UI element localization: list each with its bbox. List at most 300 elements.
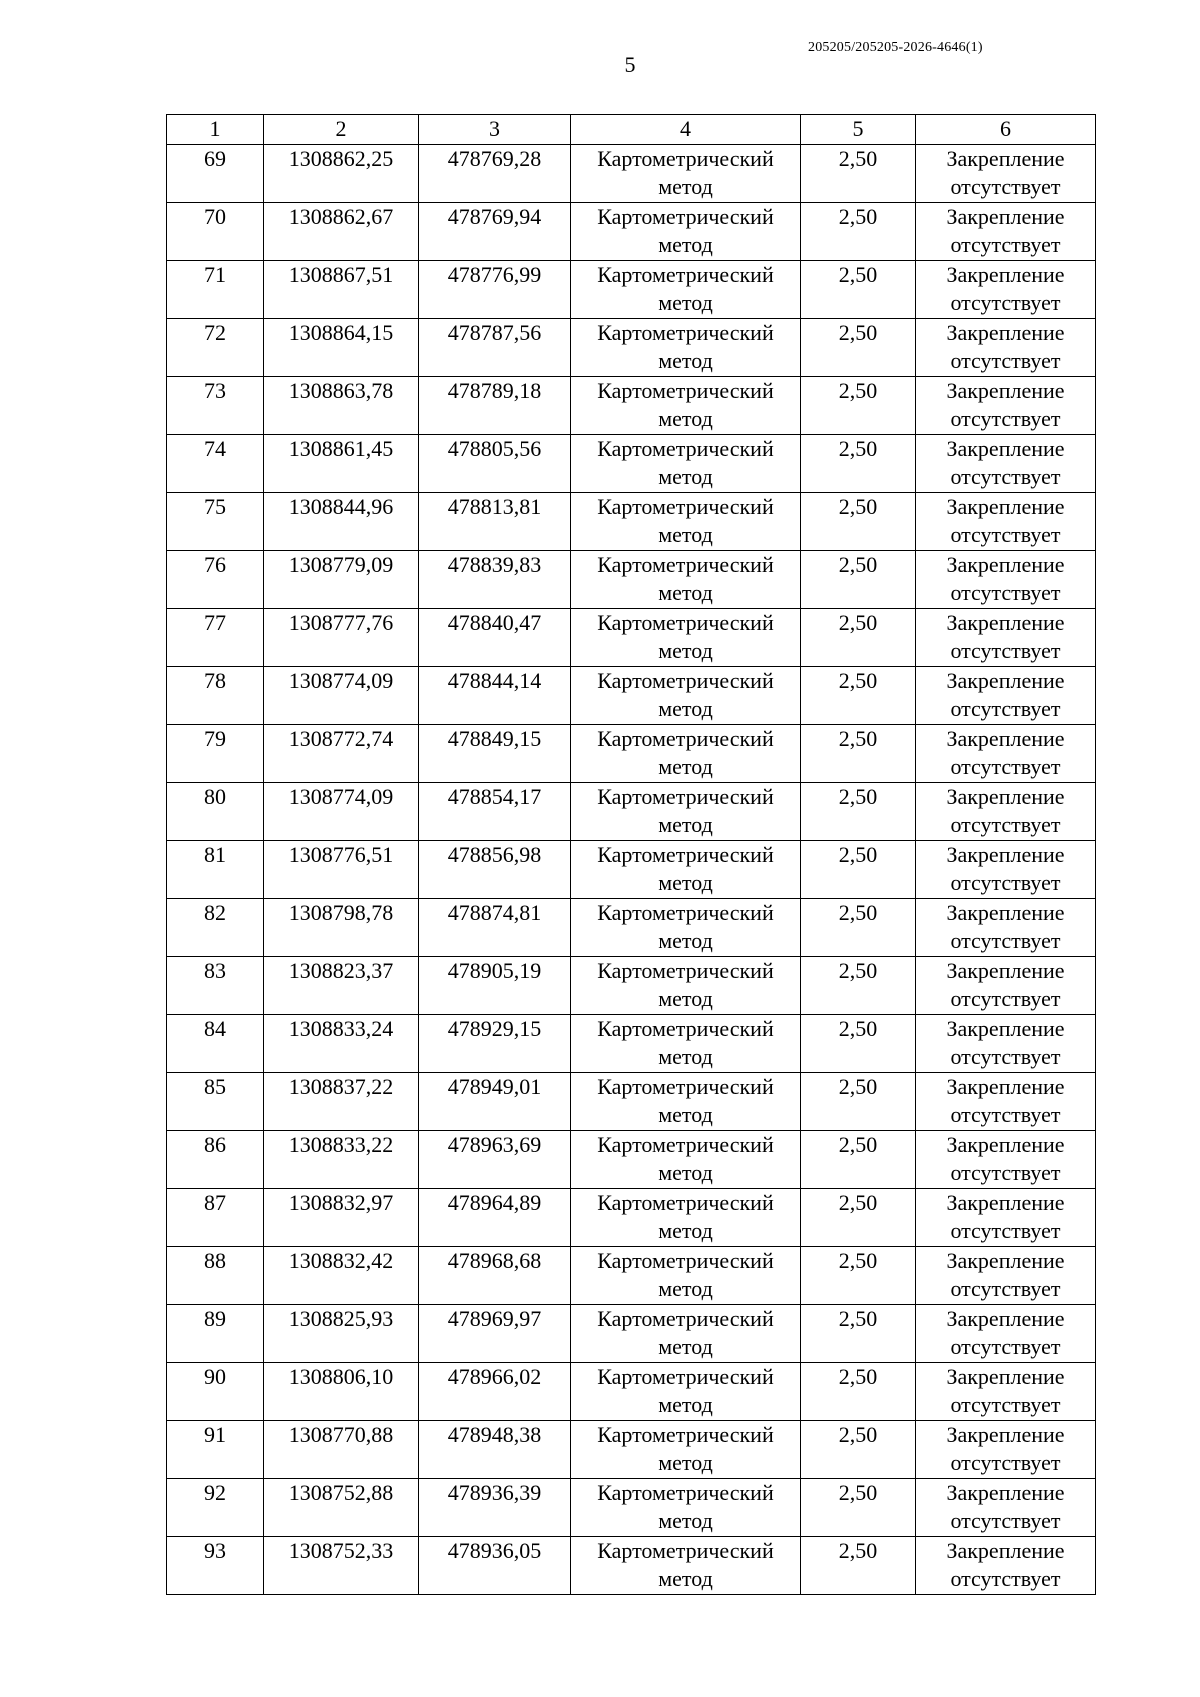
- x-coordinate-text: 1308779,09: [288, 552, 394, 577]
- x-coordinate-cell: [264, 1537, 419, 1595]
- method-cell: [571, 1073, 801, 1131]
- accuracy-cell: [801, 261, 916, 319]
- point-number-text: 87: [204, 1190, 226, 1215]
- fixation-cell: [916, 1537, 1096, 1595]
- x-coordinate-text: 1308862,25: [288, 146, 394, 171]
- accuracy-text: 2,50: [838, 1480, 878, 1505]
- fixation-text: Закрепление отсутствует: [946, 146, 1065, 199]
- accuracy-cell: [801, 145, 916, 203]
- fixation-cell: [916, 1131, 1096, 1189]
- y-coordinate-cell: [419, 1073, 571, 1131]
- fixation-cell: [916, 1421, 1096, 1479]
- method-cell: [571, 841, 801, 899]
- point-number-text: 73: [204, 378, 226, 403]
- point-number-text: 90: [204, 1364, 226, 1389]
- method-cell: [571, 667, 801, 725]
- y-coordinate-text: 478849,15: [447, 726, 542, 751]
- y-coordinate-text: 478968,68: [447, 1248, 542, 1273]
- y-coordinate-cell: [419, 1131, 571, 1189]
- y-coordinate-text: 478776,99: [447, 262, 542, 287]
- table-row: [167, 725, 1096, 783]
- accuracy-cell: [801, 1189, 916, 1247]
- method-cell: [571, 609, 801, 667]
- x-coordinate-cell: [264, 1305, 419, 1363]
- table-row: [167, 1015, 1096, 1073]
- method-cell: [571, 1015, 801, 1073]
- point-number-cell: [167, 1421, 264, 1479]
- method-text: Картометрический метод: [597, 1074, 774, 1127]
- x-coordinate-text: 1308798,78: [288, 900, 394, 925]
- point-number-cell: [167, 551, 264, 609]
- method-text: Картометрический метод: [597, 726, 774, 779]
- fixation-cell: [916, 667, 1096, 725]
- method-cell: [571, 377, 801, 435]
- x-coordinate-text: 1308772,74: [288, 726, 394, 751]
- point-number-text: 72: [204, 320, 226, 345]
- fixation-text: Закрепление отсутствует: [946, 1422, 1065, 1475]
- fixation-text: Закрепление отсутствует: [946, 1190, 1065, 1243]
- x-coordinate-cell: [264, 957, 419, 1015]
- method-text: Картометрический метод: [597, 842, 774, 895]
- x-coordinate-cell: [264, 377, 419, 435]
- y-coordinate-text: 478936,39: [447, 1480, 542, 1505]
- accuracy-text: 2,50: [838, 726, 878, 751]
- method-text: Картометрический метод: [597, 784, 774, 837]
- y-coordinate-cell: [419, 1305, 571, 1363]
- x-coordinate-cell: [264, 1131, 419, 1189]
- method-text: Картометрический метод: [597, 262, 774, 315]
- x-coordinate-cell: [264, 551, 419, 609]
- y-coordinate-cell: [419, 1537, 571, 1595]
- accuracy-text: 2,50: [838, 436, 878, 461]
- x-coordinate-text: 1308752,33: [288, 1538, 394, 1563]
- x-coordinate-text: 1308862,67: [288, 204, 394, 229]
- point-number-text: 83: [204, 958, 226, 983]
- y-coordinate-cell: [419, 145, 571, 203]
- accuracy-text: 2,50: [838, 146, 878, 171]
- method-text: Картометрический метод: [597, 1364, 774, 1417]
- y-coordinate-cell: [419, 899, 571, 957]
- y-coordinate-cell: [419, 261, 571, 319]
- fixation-cell: [916, 1363, 1096, 1421]
- table-row: [167, 203, 1096, 261]
- x-coordinate-text: 1308863,78: [288, 378, 394, 403]
- column-header-5: 5: [801, 115, 916, 145]
- x-coordinate-text: 1308777,76: [288, 610, 394, 635]
- fixation-text: Закрепление отсутствует: [946, 436, 1065, 489]
- y-coordinate-text: 478854,17: [447, 784, 542, 809]
- method-text: Картометрический метод: [597, 1248, 774, 1301]
- method-cell: [571, 435, 801, 493]
- fixation-cell: [916, 261, 1096, 319]
- column-header-6: 6: [916, 115, 1096, 145]
- method-text: Картометрический метод: [597, 958, 774, 1011]
- point-number-text: 85: [204, 1074, 226, 1099]
- fixation-cell: [916, 1015, 1096, 1073]
- accuracy-cell: [801, 609, 916, 667]
- accuracy-cell: [801, 203, 916, 261]
- x-coordinate-cell: [264, 725, 419, 783]
- accuracy-text: 2,50: [838, 610, 878, 635]
- accuracy-cell: [801, 493, 916, 551]
- point-number-text: 91: [204, 1422, 226, 1447]
- y-coordinate-cell: [419, 1479, 571, 1537]
- point-number-text: 76: [204, 552, 226, 577]
- point-number-cell: [167, 203, 264, 261]
- table-row: [167, 1247, 1096, 1305]
- accuracy-cell: [801, 1073, 916, 1131]
- y-coordinate-cell: [419, 957, 571, 1015]
- table-row: [167, 1537, 1096, 1595]
- y-coordinate-text: 478844,14: [447, 668, 542, 693]
- method-cell: [571, 145, 801, 203]
- x-coordinate-text: 1308832,42: [288, 1248, 394, 1273]
- point-number-text: 78: [204, 668, 226, 693]
- x-coordinate-cell: [264, 203, 419, 261]
- table-row: [167, 1189, 1096, 1247]
- y-coordinate-text: 478936,05: [447, 1538, 542, 1563]
- y-coordinate-text: 478839,83: [447, 552, 542, 577]
- table-row: [167, 261, 1096, 319]
- fixation-text: Закрепление отсутствует: [946, 726, 1065, 779]
- point-number-cell: [167, 609, 264, 667]
- accuracy-text: 2,50: [838, 262, 878, 287]
- y-coordinate-cell: [419, 1363, 571, 1421]
- method-cell: [571, 1189, 801, 1247]
- x-coordinate-text: 1308864,15: [288, 320, 394, 345]
- point-number-cell: [167, 1073, 264, 1131]
- x-coordinate-cell: [264, 1421, 419, 1479]
- method-cell: [571, 899, 801, 957]
- accuracy-cell: [801, 899, 916, 957]
- fixation-cell: [916, 1479, 1096, 1537]
- x-coordinate-text: 1308774,09: [288, 784, 394, 809]
- point-number-text: 71: [204, 262, 226, 287]
- accuracy-cell: [801, 435, 916, 493]
- x-coordinate-text: 1308837,22: [288, 1074, 394, 1099]
- point-number-cell: [167, 1479, 264, 1537]
- fixation-text: Закрепление отсутствует: [946, 1480, 1065, 1533]
- table-row: [167, 957, 1096, 1015]
- x-coordinate-text: 1308833,24: [288, 1016, 394, 1041]
- point-number-text: 86: [204, 1132, 226, 1157]
- method-text: Картометрический метод: [597, 1538, 774, 1591]
- y-coordinate-cell: [419, 667, 571, 725]
- table-row: [167, 551, 1096, 609]
- accuracy-text: 2,50: [838, 1074, 878, 1099]
- table-row: [167, 1073, 1096, 1131]
- accuracy-text: 2,50: [838, 784, 878, 809]
- method-text: Картометрический метод: [597, 494, 774, 547]
- x-coordinate-cell: [264, 899, 419, 957]
- method-cell: [571, 1305, 801, 1363]
- x-coordinate-text: 1308823,37: [288, 958, 394, 983]
- y-coordinate-text: 478966,02: [447, 1364, 542, 1389]
- method-cell: [571, 1537, 801, 1595]
- y-coordinate-text: 478964,89: [447, 1190, 542, 1215]
- fixation-text: Закрепление отсутствует: [946, 1132, 1065, 1185]
- method-text: Картометрический метод: [597, 1306, 774, 1359]
- method-text: Картометрический метод: [597, 1480, 774, 1533]
- x-coordinate-text: 1308832,97: [288, 1190, 394, 1215]
- y-coordinate-cell: [419, 435, 571, 493]
- point-number-cell: [167, 1305, 264, 1363]
- point-number-cell: [167, 725, 264, 783]
- accuracy-text: 2,50: [838, 1132, 878, 1157]
- point-number-text: 69: [204, 146, 226, 171]
- point-number-text: 79: [204, 726, 226, 751]
- y-coordinate-cell: [419, 377, 571, 435]
- method-text: Картометрический метод: [597, 378, 774, 431]
- x-coordinate-cell: [264, 1015, 419, 1073]
- x-coordinate-cell: [264, 841, 419, 899]
- point-number-cell: [167, 261, 264, 319]
- point-number-text: 74: [204, 436, 226, 461]
- coordinates-table: [166, 114, 1096, 1595]
- method-text: Картометрический метод: [597, 320, 774, 373]
- method-text: Картометрический метод: [597, 1190, 774, 1243]
- x-coordinate-cell: [264, 1189, 419, 1247]
- accuracy-cell: [801, 783, 916, 841]
- fixation-text: Закрепление отсутствует: [946, 552, 1065, 605]
- table-row: [167, 1363, 1096, 1421]
- y-coordinate-text: 478787,56: [447, 320, 542, 345]
- fixation-cell: [916, 725, 1096, 783]
- point-number-text: 88: [204, 1248, 226, 1273]
- column-header-1: 1: [167, 115, 264, 145]
- method-text: Картометрический метод: [597, 204, 774, 257]
- fixation-text: Закрепление отсутствует: [946, 204, 1065, 257]
- method-cell: [571, 261, 801, 319]
- fixation-text: Закрепление отсутствует: [946, 668, 1065, 721]
- method-cell: [571, 1421, 801, 1479]
- method-text: Картометрический метод: [597, 552, 774, 605]
- y-coordinate-cell: [419, 1015, 571, 1073]
- point-number-cell: [167, 1537, 264, 1595]
- accuracy-text: 2,50: [838, 1016, 878, 1041]
- fixation-cell: [916, 899, 1096, 957]
- y-coordinate-cell: [419, 841, 571, 899]
- point-number-cell: [167, 435, 264, 493]
- accuracy-text: 2,50: [838, 1306, 878, 1331]
- point-number-cell: [167, 957, 264, 1015]
- fixation-text: Закрепление отсутствует: [946, 610, 1065, 663]
- fixation-cell: [916, 1305, 1096, 1363]
- fixation-text: Закрепление отсутствует: [946, 494, 1065, 547]
- fixation-cell: [916, 1189, 1096, 1247]
- point-number-text: 80: [204, 784, 226, 809]
- point-number-text: 82: [204, 900, 226, 925]
- accuracy-cell: [801, 1247, 916, 1305]
- fixation-cell: [916, 609, 1096, 667]
- accuracy-cell: [801, 1305, 916, 1363]
- table-row: [167, 899, 1096, 957]
- table-row: [167, 667, 1096, 725]
- method-cell: [571, 551, 801, 609]
- table-row: [167, 435, 1096, 493]
- fixation-cell: [916, 841, 1096, 899]
- y-coordinate-cell: [419, 551, 571, 609]
- x-coordinate-cell: [264, 261, 419, 319]
- table-row: [167, 609, 1096, 667]
- y-coordinate-text: 478948,38: [447, 1422, 542, 1447]
- accuracy-text: 2,50: [838, 842, 878, 867]
- fixation-text: Закрепление отсутствует: [946, 1074, 1065, 1127]
- point-number-cell: [167, 145, 264, 203]
- accuracy-text: 2,50: [838, 900, 878, 925]
- accuracy-text: 2,50: [838, 958, 878, 983]
- point-number-cell: [167, 899, 264, 957]
- point-number-cell: [167, 1363, 264, 1421]
- y-coordinate-cell: [419, 783, 571, 841]
- point-number-cell: [167, 1189, 264, 1247]
- method-text: Картометрический метод: [597, 900, 774, 953]
- fixation-cell: [916, 435, 1096, 493]
- table-row: [167, 1131, 1096, 1189]
- fixation-text: Закрепление отсутствует: [946, 900, 1065, 953]
- method-cell: [571, 1479, 801, 1537]
- method-cell: [571, 1131, 801, 1189]
- point-number-text: 77: [204, 610, 226, 635]
- y-coordinate-cell: [419, 1247, 571, 1305]
- x-coordinate-text: 1308833,22: [288, 1132, 394, 1157]
- x-coordinate-text: 1308774,09: [288, 668, 394, 693]
- y-coordinate-cell: [419, 725, 571, 783]
- method-cell: [571, 957, 801, 1015]
- fixation-text: Закрепление отсутствует: [946, 378, 1065, 431]
- table-row: [167, 493, 1096, 551]
- fixation-cell: [916, 203, 1096, 261]
- document-reference: 205205/205205-2026-4646(1): [808, 40, 983, 55]
- point-number-text: 93: [204, 1538, 226, 1563]
- fixation-text: Закрепление отсутствует: [946, 320, 1065, 373]
- fixation-text: Закрепление отсутствует: [946, 958, 1065, 1011]
- y-coordinate-text: 478769,94: [447, 204, 542, 229]
- fixation-cell: [916, 1073, 1096, 1131]
- accuracy-text: 2,50: [838, 1364, 878, 1389]
- accuracy-text: 2,50: [838, 1422, 878, 1447]
- accuracy-cell: [801, 1479, 916, 1537]
- method-text: Картометрический метод: [597, 1422, 774, 1475]
- fixation-text: Закрепление отсутствует: [946, 1016, 1065, 1069]
- x-coordinate-text: 1308752,88: [288, 1480, 394, 1505]
- accuracy-cell: [801, 841, 916, 899]
- fixation-text: Закрепление отсутствует: [946, 262, 1065, 315]
- y-coordinate-cell: [419, 1421, 571, 1479]
- x-coordinate-cell: [264, 1479, 419, 1537]
- point-number-cell: [167, 1247, 264, 1305]
- column-header-2: 2: [264, 115, 419, 145]
- fixation-text: Закрепление отсутствует: [946, 784, 1065, 837]
- accuracy-text: 2,50: [838, 1190, 878, 1215]
- x-coordinate-cell: [264, 1363, 419, 1421]
- method-cell: [571, 1363, 801, 1421]
- page-number: 5: [624, 52, 636, 77]
- accuracy-cell: [801, 725, 916, 783]
- x-coordinate-text: 1308867,51: [288, 262, 394, 287]
- x-coordinate-cell: [264, 435, 419, 493]
- accuracy-text: 2,50: [838, 494, 878, 519]
- table-header-row: [167, 115, 1096, 145]
- table-body: [167, 145, 1096, 1595]
- point-number-cell: [167, 667, 264, 725]
- fixation-cell: [916, 377, 1096, 435]
- y-coordinate-text: 478874,81: [447, 900, 542, 925]
- x-coordinate-text: 1308776,51: [288, 842, 394, 867]
- table-row: [167, 783, 1096, 841]
- y-coordinate-cell: [419, 319, 571, 377]
- y-coordinate-cell: [419, 203, 571, 261]
- y-coordinate-text: 478963,69: [447, 1132, 542, 1157]
- y-coordinate-cell: [419, 493, 571, 551]
- x-coordinate-cell: [264, 1073, 419, 1131]
- table-row: [167, 377, 1096, 435]
- x-coordinate-cell: [264, 783, 419, 841]
- accuracy-cell: [801, 1537, 916, 1595]
- x-coordinate-cell: [264, 145, 419, 203]
- table-row: [167, 319, 1096, 377]
- accuracy-cell: [801, 377, 916, 435]
- method-text: Картометрический метод: [597, 146, 774, 199]
- y-coordinate-text: 478949,01: [447, 1074, 542, 1099]
- accuracy-cell: [801, 957, 916, 1015]
- fixation-text: Закрепление отсутствует: [946, 1248, 1065, 1301]
- accuracy-text: 2,50: [838, 1248, 878, 1273]
- method-cell: [571, 203, 801, 261]
- y-coordinate-text: 478813,81: [447, 494, 542, 519]
- y-coordinate-text: 478929,15: [447, 1016, 542, 1041]
- point-number-cell: [167, 1131, 264, 1189]
- fixation-cell: [916, 319, 1096, 377]
- y-coordinate-text: 478856,98: [447, 842, 542, 867]
- y-coordinate-text: 478789,18: [447, 378, 542, 403]
- accuracy-cell: [801, 319, 916, 377]
- accuracy-text: 2,50: [838, 320, 878, 345]
- x-coordinate-cell: [264, 493, 419, 551]
- fixation-cell: [916, 493, 1096, 551]
- fixation-text: Закрепление отсутствует: [946, 842, 1065, 895]
- point-number-text: 89: [204, 1306, 226, 1331]
- x-coordinate-text: 1308844,96: [288, 494, 394, 519]
- table-row: [167, 1479, 1096, 1537]
- fixation-text: Закрепление отсутствует: [946, 1538, 1065, 1591]
- method-cell: [571, 493, 801, 551]
- accuracy-text: 2,50: [838, 668, 878, 693]
- fixation-cell: [916, 145, 1096, 203]
- x-coordinate-text: 1308825,93: [288, 1306, 394, 1331]
- point-number-text: 75: [204, 494, 226, 519]
- fixation-cell: [916, 957, 1096, 1015]
- fixation-text: Закрепление отсутствует: [946, 1364, 1065, 1417]
- y-coordinate-text: 478769,28: [447, 146, 542, 171]
- accuracy-cell: [801, 551, 916, 609]
- table-row: [167, 1421, 1096, 1479]
- point-number-text: 92: [204, 1480, 226, 1505]
- y-coordinate-text: 478969,97: [447, 1306, 542, 1331]
- point-number-cell: [167, 841, 264, 899]
- method-cell: [571, 1247, 801, 1305]
- method-text: Картометрический метод: [597, 1132, 774, 1185]
- y-coordinate-text: 478805,56: [447, 436, 542, 461]
- x-coordinate-text: 1308806,10: [288, 1364, 394, 1389]
- column-header-4: 4: [571, 115, 801, 145]
- x-coordinate-text: 1308861,45: [288, 436, 394, 461]
- y-coordinate-text: 478905,19: [447, 958, 542, 983]
- accuracy-text: 2,50: [838, 204, 878, 229]
- accuracy-text: 2,50: [838, 378, 878, 403]
- point-number-text: 84: [204, 1016, 226, 1041]
- accuracy-cell: [801, 1421, 916, 1479]
